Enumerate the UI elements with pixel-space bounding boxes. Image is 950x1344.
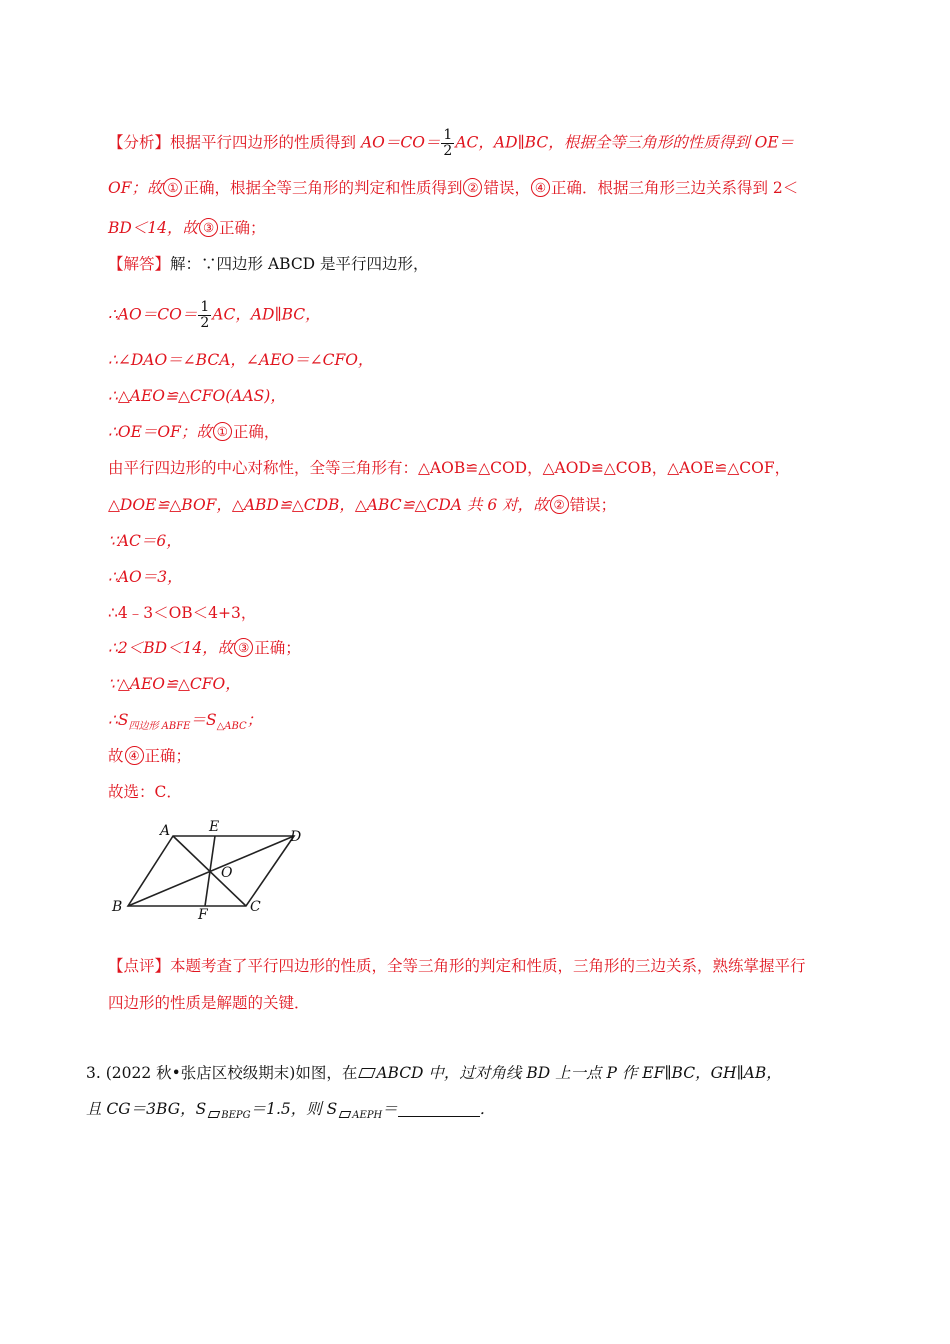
solution-tag: 【解答】 xyxy=(108,255,171,273)
solution-line-14: 故 ④ 正确； xyxy=(108,747,192,765)
label-o: O xyxy=(221,865,233,881)
fraction-half-2: $\frac{1}{2}$ xyxy=(200,299,210,331)
problem3-line-2: 且 CG＝3BG，S $_{BEPG}$＝1.5，则 S $_{AEPH}$＝ ． xyxy=(86,1100,496,1122)
label-e: E xyxy=(209,819,220,835)
label-c: C xyxy=(250,899,261,915)
problem3-line-1: 3. (2022 秋•张店区校级期末)如图，在 ABCD 中，过对角线 BD 上一点 P 作 EF∥BC，GH∥AB， xyxy=(86,1064,782,1082)
solution-line-3: ∴∠DAO＝∠BCA，∠AEO＝∠CFO， xyxy=(108,351,374,369)
circled-4: ④ xyxy=(531,178,550,197)
label-a: A xyxy=(160,823,171,839)
solution-line-7: △DOE≌△BOF，△ABD≌△CDB，△ABC≌△CDA 共 6 对，故 ② 错误； xyxy=(108,496,617,514)
analysis-line-1: 【分析】根据平行四边形的性质得到 AO＝CO＝ $\frac{1}{2}$ AC，AD∥BC，根据全等三角形的性质得到 OE＝ xyxy=(108,127,795,159)
label-f: F xyxy=(198,907,208,923)
solution-line-11: ∴2＜BD＜14，故 ③ 正确； xyxy=(108,639,301,657)
comment-tag: 【点评】 xyxy=(108,957,171,975)
circled-3: ③ xyxy=(199,218,218,237)
fraction-half: $\frac{1}{2}$ xyxy=(443,127,453,159)
solution-line-8: ∵AC＝6， xyxy=(108,532,182,550)
solution-line-12: ∵△AEO≌△CFO， xyxy=(108,675,241,693)
solution-line-10: ∴4﹣3＜OB＜4+3， xyxy=(108,604,257,622)
parallelogram-symbol xyxy=(359,1068,377,1078)
solution-line-2: ∴AO＝CO＝ $\frac{1}{2}$ AC，AD∥BC， xyxy=(108,299,321,331)
answer-blank[interactable] xyxy=(398,1100,480,1117)
solution-line-4: ∴△AEO≌△CFO(AAS)， xyxy=(108,387,286,405)
solution-line-1: 【解答】解：∵四边形 ABCD 是平行四边形， xyxy=(108,255,429,273)
parallelogram-figure xyxy=(108,818,308,928)
analysis-line-2: OF；故 ① 正确，根据全等三角形的判定和性质得到 ② 错误， ④ 正确．根据三角形三边关系得到 2＜ xyxy=(108,179,799,197)
solution-line-6: 由平行四边形的中心对称性，全等三角形有：△AOB≌△COD，△AOD≌△COB，△AOE≌△COF， xyxy=(108,459,791,477)
circled-2: ② xyxy=(463,178,482,197)
solution-line-5: ∴OE＝OF；故 ① 正确， xyxy=(108,423,280,441)
parallelogram-symbol-small xyxy=(208,1111,221,1118)
label-b: B xyxy=(112,899,123,915)
analysis-line-3: BD＜14，故 ③ 正确； xyxy=(108,219,266,237)
circled-1: ① xyxy=(163,178,182,197)
solution-line-15: 故选：C． xyxy=(108,783,182,801)
solution-line-9: ∴AO＝3， xyxy=(108,568,183,586)
comment-line-2: 四边形的性质是解题的关键． xyxy=(108,994,310,1012)
comment-line-1: 【点评】本题考查了平行四边形的性质，全等三角形的判定和性质，三角形的三边关系，熟练掌握平行 xyxy=(108,957,806,975)
analysis-tag: 【分析】 xyxy=(108,133,171,152)
solution-line-13: $\therefore S_{四边形 ABFE}=S_{\triangle ABC}$； xyxy=(108,711,263,733)
segment-ef xyxy=(205,836,215,906)
label-d: D xyxy=(290,829,302,845)
